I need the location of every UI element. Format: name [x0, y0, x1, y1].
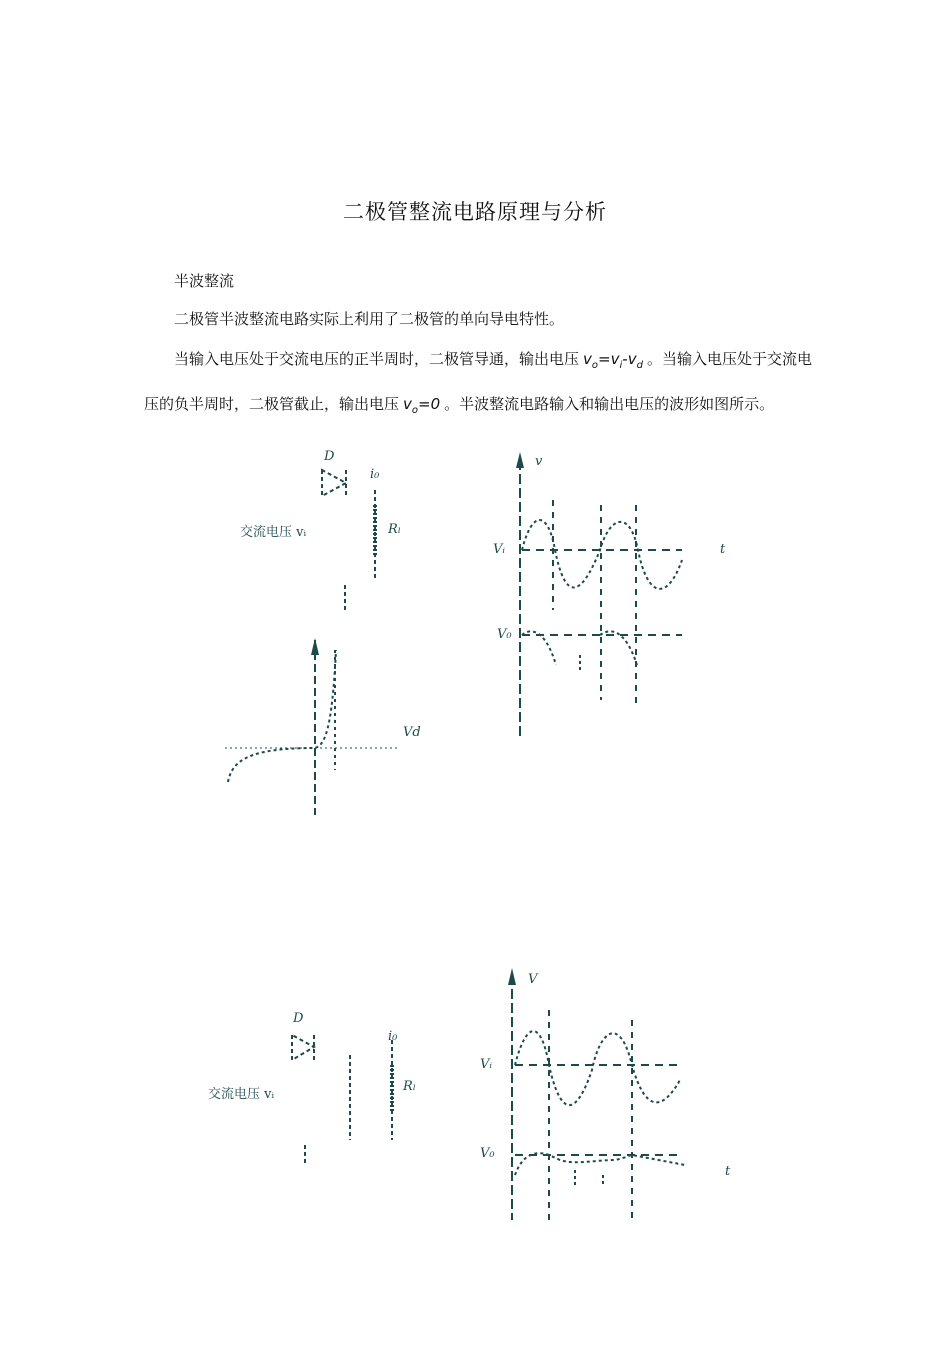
figure2-input-wave — [515, 1031, 680, 1105]
figure1-axis-v-label: v — [535, 454, 543, 469]
equation-vo-diode: $v_o=v_i-v_d$ — [583, 350, 643, 371]
paragraph-intro: 二极管半波整流电路实际上利用了二极管的单向导电特性。 — [174, 310, 565, 328]
figure1-iv-curve — [225, 640, 400, 815]
section-heading: 半波整流 — [174, 272, 235, 290]
axis-arrows — [311, 452, 524, 985]
figure1-v-arrow-icon — [516, 452, 524, 468]
figure1-resistor-label: Rₗ — [388, 522, 401, 537]
equation-vo-zero: $v_o=0$ — [403, 395, 441, 416]
figure1-source-label: 交流电压 vᵢ — [240, 525, 307, 540]
figure1-output-wave — [522, 631, 637, 665]
figure2-axis-t-label: t — [725, 1164, 731, 1179]
figure1-diode-label: D — [324, 449, 335, 464]
figure2-output-wave — [515, 1153, 685, 1175]
figure2-circuit — [292, 1035, 392, 1165]
figure2-v-arrow-icon — [508, 968, 516, 985]
figure1-axis-t-label: t — [720, 542, 726, 557]
paragraph-text-2: 。当输入电压处于交流电压的负半周时，二极管截止，输出电压 — [144, 350, 812, 413]
figure2-source-label: 交流电压 vᵢ — [208, 1087, 275, 1102]
figure1-vi-label: Vᵢ — [493, 542, 506, 557]
figure1-waveform-axes — [520, 460, 682, 740]
figure1-current-label: i₀ — [370, 467, 380, 482]
page-title: 二极管整流电路原理与分析 — [343, 200, 607, 224]
figure2-diode-label: D — [293, 1011, 304, 1026]
paragraph-text-1: 当输入电压处于交流电压的正半周时，二极管导通，输出电压 — [174, 350, 580, 368]
figure2-waveform-axes — [512, 975, 680, 1220]
figure1-vo-label: V₀ — [497, 627, 512, 642]
paragraph-text-3: 。半波整流电路输入和输出电压的波形如图所示。 — [444, 395, 775, 413]
figure1-circuit — [322, 470, 375, 612]
figure1-iv-arrow-icon — [311, 638, 319, 655]
figure2-vi-label: Vᵢ — [480, 1057, 493, 1072]
figure2-current-label: i₀ — [388, 1029, 398, 1044]
figure2-vo-label: V₀ — [480, 1146, 495, 1161]
figure2-resistor-label: Rₗ — [403, 1079, 416, 1094]
figure2-axis-v-label: V — [528, 972, 538, 987]
figure1-iv-axis-label: Vd — [403, 725, 421, 740]
